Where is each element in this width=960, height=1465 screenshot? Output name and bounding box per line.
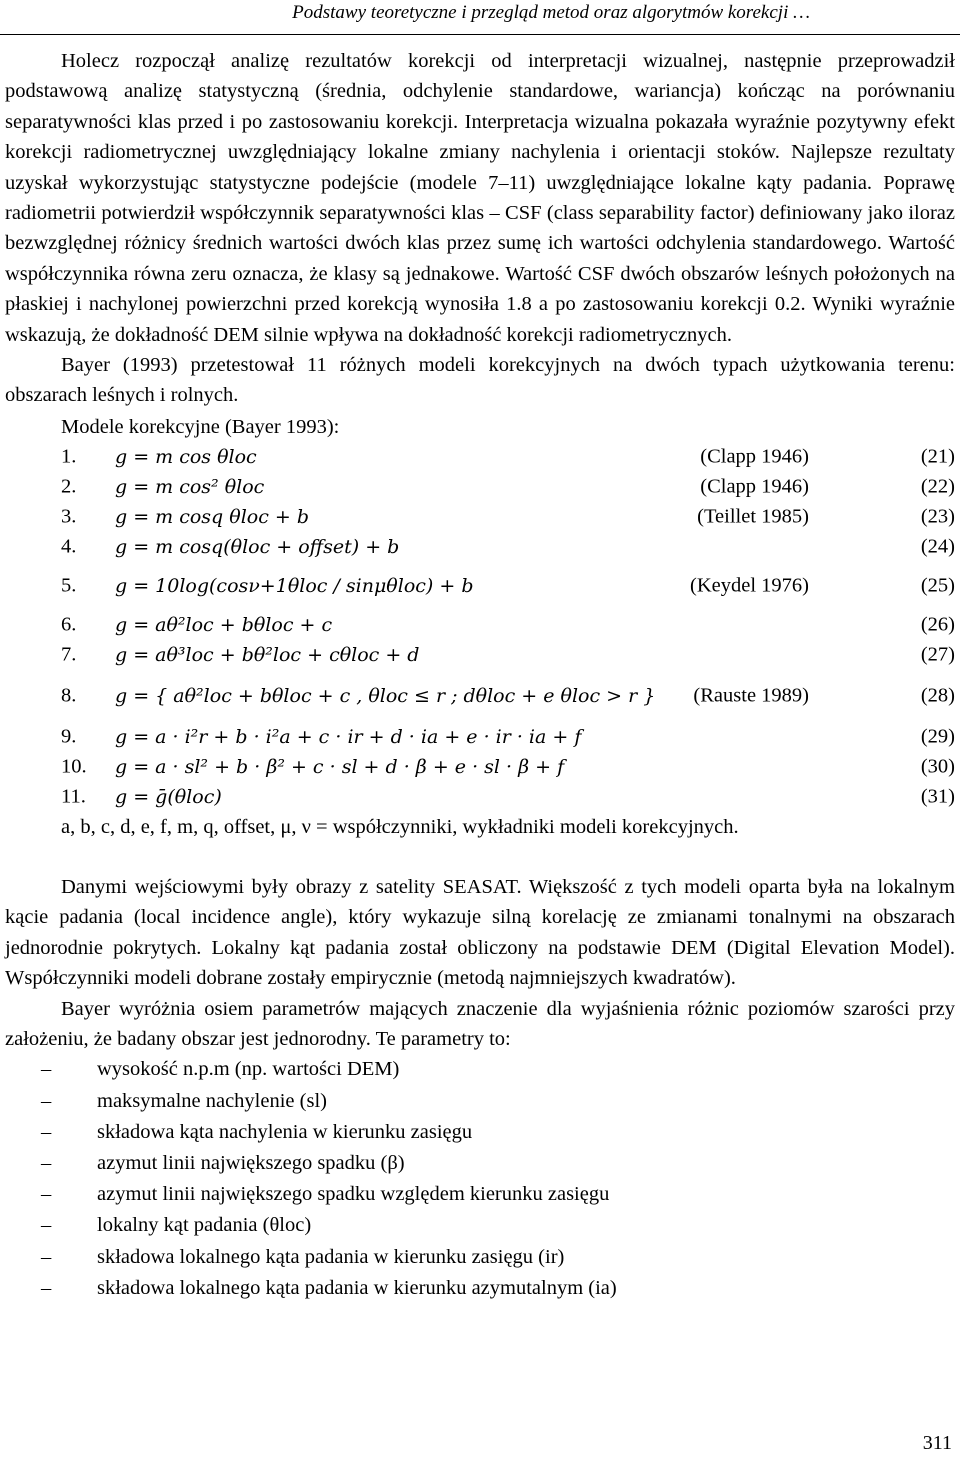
list-dash: – — [41, 1183, 52, 1206]
equation-label: (22) — [920, 475, 955, 498]
equation-formula: g = 10log(cosν+1θloc / sinμθloc) + b — [115, 574, 474, 597]
equation-number: 10. — [61, 755, 87, 778]
equation-number: 8. — [61, 684, 77, 707]
list-item — [5, 1242, 955, 1273]
equation-number: 6. — [61, 613, 77, 636]
equation-row — [5, 722, 955, 752]
equation-number: 3. — [61, 505, 77, 528]
equation-label: (29) — [920, 725, 955, 748]
equation-formula: g = m cosq θloc + b — [115, 505, 310, 528]
equation-label: (28) — [920, 684, 955, 707]
equation-row — [5, 610, 955, 640]
list-item — [5, 1054, 955, 1085]
equation-number: 5. — [61, 574, 77, 597]
equation-formula: g = a · i²r + b · i²a + c · ir + d · ia + e · ir · ia + f — [115, 725, 582, 748]
equation-source: (Rauste 1989) — [693, 684, 809, 707]
list-item-text: azymut linii największego spadku (β) — [97, 1151, 405, 1174]
equation-row — [5, 670, 955, 722]
list-item-text: składowa lokalnego kąta padania w kierunku zasięgu (ir) — [97, 1245, 565, 1268]
list-item-text: lokalny kąt padania (θloc) — [97, 1214, 312, 1237]
equation-formula: g = ḡ(θloc) — [115, 785, 222, 808]
equation-source: (Clapp 1946) — [700, 445, 809, 468]
section-gap — [5, 842, 955, 872]
list-item — [5, 1273, 955, 1304]
equation-formula: g = { aθ²loc + bθloc + c , θloc ≤ r ; dθloc + e θloc > r } — [115, 684, 656, 707]
page-number: 311 — [922, 1432, 952, 1454]
equation-number: 1. — [61, 445, 77, 468]
list-dash: – — [41, 1058, 52, 1081]
equation-row — [5, 472, 955, 502]
equation-row — [5, 442, 955, 472]
equation-number: 7. — [61, 643, 77, 666]
list-item — [5, 1210, 955, 1241]
equation-label: (27) — [920, 643, 955, 666]
list-item — [5, 1148, 955, 1179]
list-dash: – — [41, 1214, 52, 1237]
equation-row — [5, 782, 955, 812]
equation-row — [5, 752, 955, 782]
equation-number: 11. — [61, 785, 86, 808]
equation-label: (23) — [920, 505, 955, 528]
list-item-text: wysokość n.p.m (np. wartości DEM) — [97, 1058, 400, 1081]
equation-label: (25) — [920, 574, 955, 597]
equation-row — [5, 640, 955, 670]
parameter-list — [5, 1054, 955, 1304]
equation-number: 4. — [61, 535, 77, 558]
equation-number: 9. — [61, 725, 77, 748]
equation-formula: g = m cos θloc — [115, 445, 257, 468]
paragraph-bayer-parameters: Bayer wyróżnia osiem parametrów mających znaczenie dla wyjaśnienia różnic poziomów szarości przy założeniu, że badany obszar jest jednorodny. Te parametry to: — [5, 997, 955, 1050]
list-item — [5, 1086, 955, 1117]
models-heading: Modele korekcyjne (Bayer 1993): — [61, 415, 340, 438]
list-item-text: składowa kąta nachylenia w kierunku zasięgu — [97, 1120, 473, 1143]
equation-label: (21) — [920, 445, 955, 468]
list-item-text: składowa lokalnego kąta padania w kierunku azymutalnym (ia) — [97, 1276, 617, 1299]
equation-row — [5, 562, 955, 610]
equation-label: (24) — [920, 535, 955, 558]
equation-formula: g = aθ³loc + bθ²loc + cθloc + d — [115, 643, 420, 666]
list-dash: – — [41, 1245, 52, 1268]
equation-label: (31) — [920, 785, 955, 808]
list-dash: – — [41, 1120, 52, 1143]
equation-row — [5, 532, 955, 562]
running-title: Podstawy teoretyczne i przegląd metod oraz algorytmów korekcji … — [292, 2, 810, 23]
equation-list — [5, 442, 955, 812]
list-dash: – — [41, 1151, 52, 1174]
list-dash: – — [41, 1276, 52, 1299]
equation-number: 2. — [61, 475, 77, 498]
paragraph-seasat-input: Danymi wejściowymi były obrazy z satelity SEASAT. Większość z tych modeli oparta była na lokalnym kącie padania (local incidence angle), który wykazuje silną korelację ze zmianami tonalnymi na obszarach jednorodnie pokrytych. Lokalny kąt padania został obliczony na podstawie DEM (Digital Elevation Model). Współczynniki modeli dobrane zostały empirycznie (metodą najmniejszych kwadratów). — [5, 875, 955, 990]
equation-source: (Keydel 1976) — [690, 574, 809, 597]
list-item-text: maksymalne nachylenie (sl) — [97, 1089, 327, 1112]
list-dash: – — [41, 1089, 52, 1112]
equation-formula: g = a · sl² + b · β² + c · sl + d · β + e · sl · β + f — [115, 755, 565, 778]
list-item-text: azymut linii największego spadku względem kierunku zasięgu — [97, 1183, 610, 1206]
paragraph-holecz-analysis: Holecz rozpoczął analizę rezultatów korekcji od interpretacji wizualnej, następnie przeprowadził podstawową analizę statystyczną (średnia, odchylenie standardowe, wariancja) kończąc na porównaniu separatywności klas przed i po zastosowaniu korekcji. Interpretacja wizualna pokazała wyraźnie pozytywny efekt korekcji radiometrycznej uwzględniający lokalne zmiany nachylenia i orientacji stoków. Najlepsze rezultaty uzyskał wykorzystując statystyczne podejście (modele 7–11) uwzględniające lokalne kąty padania. Poprawę radiometrii potwierdził współczynnik separatywności klas – CSF (class separability factor) definiowany jako iloraz bezwzględnej różnicy średnich wartości dwóch klas przez sumę ich wartości odchylenia standardowego. Wartość współczynnika równa zeru oznacza, że klasy są jednakowe. Wartość CSF dwóch obszarów leśnych położonych na płaskiej i nachylonej powierzchni przed korekcją wynosiła 1.8 a po zastosowaniu korekcji 0.2. Wyniki wyraźnie wskazują, że dokładność DEM silnie wpływa na dokładność korekcji radiometrycznych. — [5, 50, 955, 346]
equation-row — [5, 502, 955, 532]
equation-formula: g = aθ²loc + bθloc + c — [115, 613, 333, 636]
equation-formula: g = m cosq(θloc + offset) + b — [115, 535, 400, 558]
equation-formula: g = m cos² θloc — [115, 475, 265, 498]
page-body — [5, 46, 955, 1304]
paragraph-bayer-models: Bayer (1993) przetestował 11 różnych modeli korekcyjnych na dwóch typach użytkowania terenu: obszarach leśnych i rolnych. — [5, 354, 955, 407]
list-item — [5, 1179, 955, 1210]
equation-label: (30) — [920, 755, 955, 778]
equation-label: (26) — [920, 613, 955, 636]
list-item — [5, 1117, 955, 1148]
running-header — [0, 0, 960, 35]
equation-source: (Teillet 1985) — [697, 505, 809, 528]
equation-source: (Clapp 1946) — [700, 475, 809, 498]
coefficients-note: a, b, c, d, e, f, m, q, offset, μ, ν = współczynniki, wykładniki modeli korekcyjnych. — [61, 815, 739, 838]
